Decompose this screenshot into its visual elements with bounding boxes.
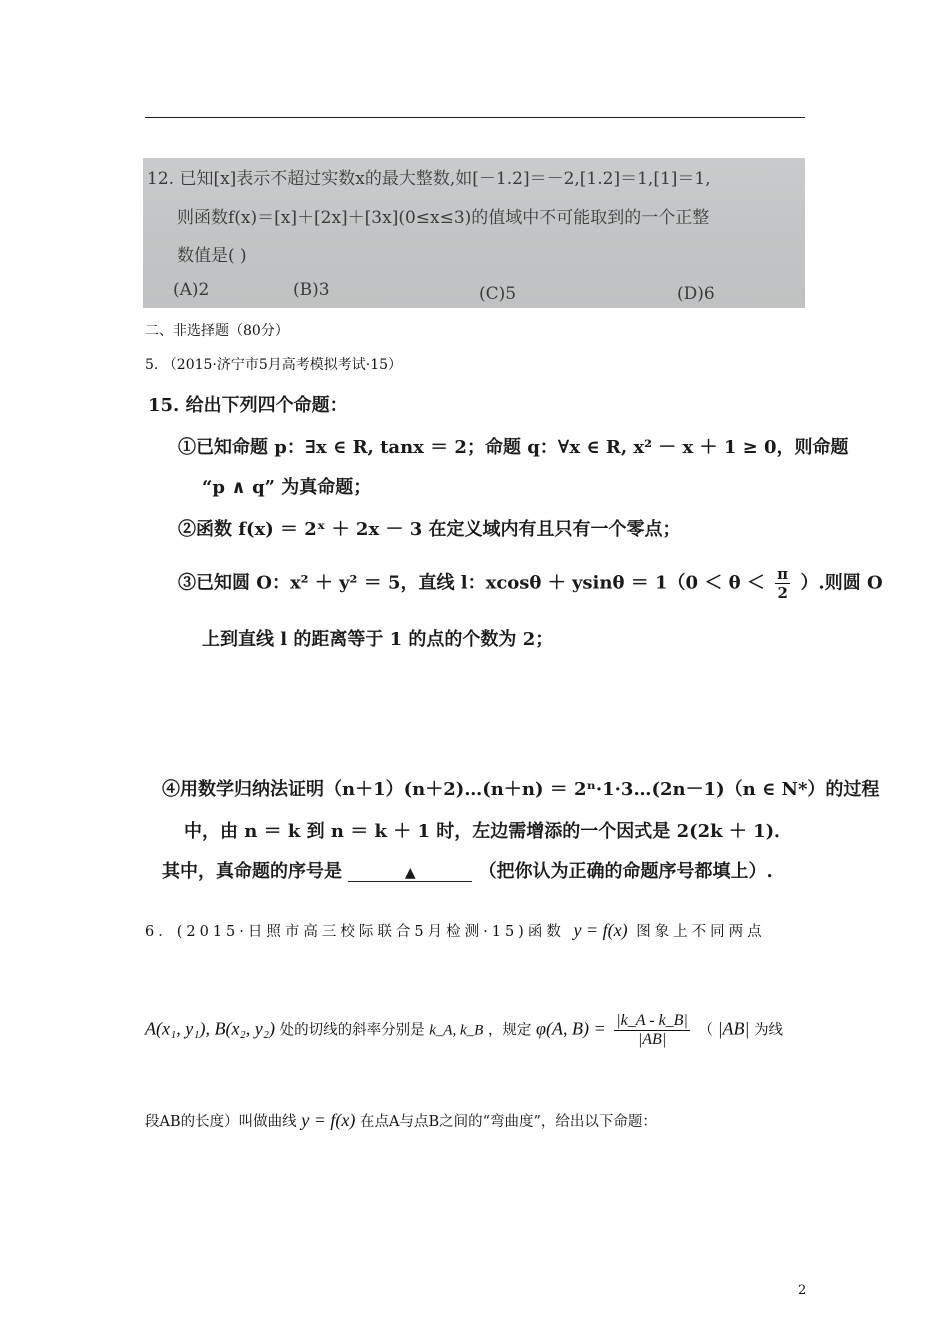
page-number: 2 xyxy=(798,1283,807,1298)
scanned-question-15 xyxy=(140,385,900,885)
answer-suffix: （把你认为正确的命题序号都填上）. xyxy=(478,861,773,882)
fraction-denominator: 2 xyxy=(777,584,788,602)
curvature-numerator: |k_A - k_B| xyxy=(616,1012,688,1029)
q5-source: 5. （2015·济宁市5月高考模拟考试·15） xyxy=(145,357,403,373)
slopes-expression: k_A, k_B xyxy=(429,1022,484,1039)
scanned-question-12 xyxy=(143,158,805,308)
function-expression: y = f(x) xyxy=(573,920,628,940)
q6-line-2-text-a: 处的切线的斜率分别是 xyxy=(279,1022,425,1039)
q6-line-3 xyxy=(145,1110,657,1131)
answer-prefix: 其中，真命题的序号是 xyxy=(162,861,342,882)
curvature-denominator: |AB| xyxy=(637,1031,667,1048)
header-rule xyxy=(145,117,805,118)
phi-expression: φ(A, B) = xyxy=(536,1018,606,1039)
q12-option-a: (A)2 xyxy=(173,280,210,300)
q6-line-3-text-b: 在点A与点B之间的“弯曲度”，给出以下命题： xyxy=(359,1114,657,1130)
q6-line-2-text-c: （ xyxy=(698,1022,713,1039)
q12-option-d: (D)6 xyxy=(677,284,715,304)
fraction-numerator: π xyxy=(777,565,789,583)
proposition-1-line-2: “p ∧ q” 为真命题； xyxy=(202,477,372,498)
q6-line-2 xyxy=(145,1012,783,1049)
answer-line xyxy=(162,857,773,883)
points-expression: A(x₁, y₁), B(x₂, y₂) xyxy=(145,1018,275,1039)
q6-line-1 xyxy=(145,920,766,941)
proposition-2: ②函数 f(x) ＝ 2ˣ ＋ 2x － 3 在定义域内有且只有一个零点； xyxy=(178,519,681,540)
q12-option-b: (B)3 xyxy=(293,280,330,300)
curvature-fraction xyxy=(614,1012,690,1049)
q6-line-3-text-a: 段AB的长度）叫做曲线 xyxy=(145,1114,297,1130)
q12-option-c: (C)5 xyxy=(479,284,517,304)
section-heading: 二、非选择题（80分） xyxy=(145,323,289,339)
proposition-4-line-2: 中，由 n ＝ k 到 n ＝ k ＋ 1 时，左边需增添的一个因式是 2(2k ＋ 1)． xyxy=(184,821,793,842)
proposition-3-line-1 xyxy=(178,565,883,602)
proposition-1-line-1: ①已知命题 p：∃x ∈ R, tanx ＝ 2；命题 q：∀x ∈ R, x² － x ＋ 1 ≥ 0，则命题 xyxy=(178,437,849,458)
q6-line-2-text-b: ，规定 xyxy=(487,1022,532,1039)
q6-line-2-text-d: 为线 xyxy=(754,1022,784,1039)
q15-title: 15. 给出下列四个命题： xyxy=(148,395,348,416)
proposition-3-text: ③已知圆 O：x² ＋ y² ＝ 5，直线 l：xcosθ ＋ ysinθ ＝ 1（0 ＜ θ ＜ xyxy=(178,572,765,594)
proposition-4-line-1: ④用数学归纳法证明（n＋1）(n＋2)…(n＋n) ＝ 2ⁿ·1·3…(2n－1)（n ∈ N*）的过程 xyxy=(162,779,880,800)
q6-source: 6．(2015·日照市高三校际联合5月检测·15)函数 xyxy=(145,924,565,940)
proposition-3-line-2: 上到直线 l 的距离等于 1 的点的个数为 2； xyxy=(202,629,554,650)
q6-line-1-tail: 图象上不同两点 xyxy=(636,924,766,940)
q12-line-3: 数值是( ) xyxy=(177,246,247,266)
q12-line-2: 则函数f(x)＝[x]＋[2x]＋[3x](0≤x≤3)的值域中不可能取到的一个正整 xyxy=(177,208,710,228)
q12-line-1: 12. 已知[x]表示不超过实数x的最大整数,如[－1.2]＝－2,[1.2]＝1,[1]＝1, xyxy=(147,169,711,189)
curve-expression: y = f(x) xyxy=(301,1110,356,1130)
pi-over-2-fraction xyxy=(775,565,790,602)
answer-blank: ▲ xyxy=(348,865,472,882)
ab-length-expression: |AB| xyxy=(717,1018,750,1039)
proposition-3-tail: ）.则圆 O xyxy=(800,572,883,594)
